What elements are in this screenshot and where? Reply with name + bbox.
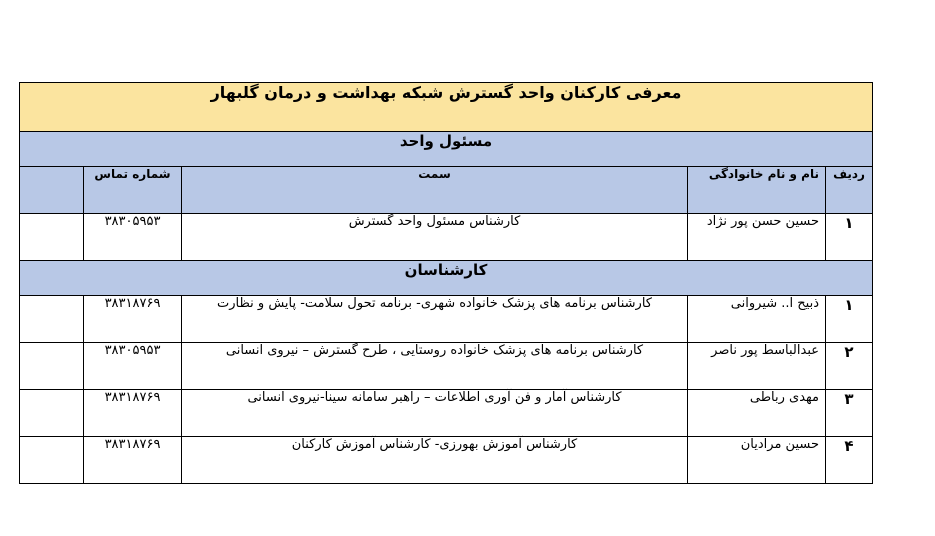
title-row [20,83,873,132]
row-phone: ۳۸۳۰۵۹۵۳ [84,343,182,390]
row-role: کارشناس مسئول واحد گسترش [182,214,688,261]
row-empty [20,214,84,261]
table-row [20,296,873,343]
staff-table [19,82,873,484]
row-index: ۱ [826,214,873,261]
page-title: معرفی کارکنان واحد گسترش شبکه بهداشت و درمان گلبهار [20,83,873,132]
row-name: ذبیح ا.. شیروانی [688,296,826,343]
row-name: حسین مرادیان [688,437,826,484]
row-empty [20,390,84,437]
row-phone: ۳۸۳۱۸۷۶۹ [84,296,182,343]
column-header-role: سمت [182,167,688,214]
row-role: کارشناس آموزش بهورزی- کارشناس آموزش کارکنان [182,437,688,484]
section-title-staff: کارشناسان [20,261,873,296]
row-index: ۲ [826,343,873,390]
row-name: عبدالباسط پور ناصر [688,343,826,390]
row-index: ۴ [826,437,873,484]
row-empty [20,437,84,484]
column-header-empty [20,167,84,214]
row-name: مهدی رباطی [688,390,826,437]
row-role: کارشناس برنامه های پزشک خانواده شهری- برنامه تحول سلامت- پایش و نظارت [182,296,688,343]
row-name: حسین حسن پور نژاد [688,214,826,261]
section-row-head [20,132,873,167]
row-role: کارشناس برنامه های پزشک خانواده روستایی ، طرح گسترش – نیروی انسانی [182,343,688,390]
column-header-index: ردیف [826,167,873,214]
column-header-row [20,167,873,214]
table-row [20,343,873,390]
table-row [20,390,873,437]
row-index: ۳ [826,390,873,437]
table-row [20,437,873,484]
section-title-head: مسئول واحد [20,132,873,167]
row-phone: ۳۸۳۰۵۹۵۳ [84,214,182,261]
row-phone: ۳۸۳۱۸۷۶۹ [84,390,182,437]
section-row-staff [20,261,873,296]
row-role: کارشناس آمار و فن آوری اطلاعات – راهبر سامانه سینا-نیروی انسانی [182,390,688,437]
row-index: ۱ [826,296,873,343]
column-header-phone: شماره تماس [84,167,182,214]
row-empty [20,296,84,343]
table-row [20,214,873,261]
row-phone: ۳۸۳۱۸۷۶۹ [84,437,182,484]
column-header-name: نام و نام خانوادگی [688,167,826,214]
row-empty [20,343,84,390]
